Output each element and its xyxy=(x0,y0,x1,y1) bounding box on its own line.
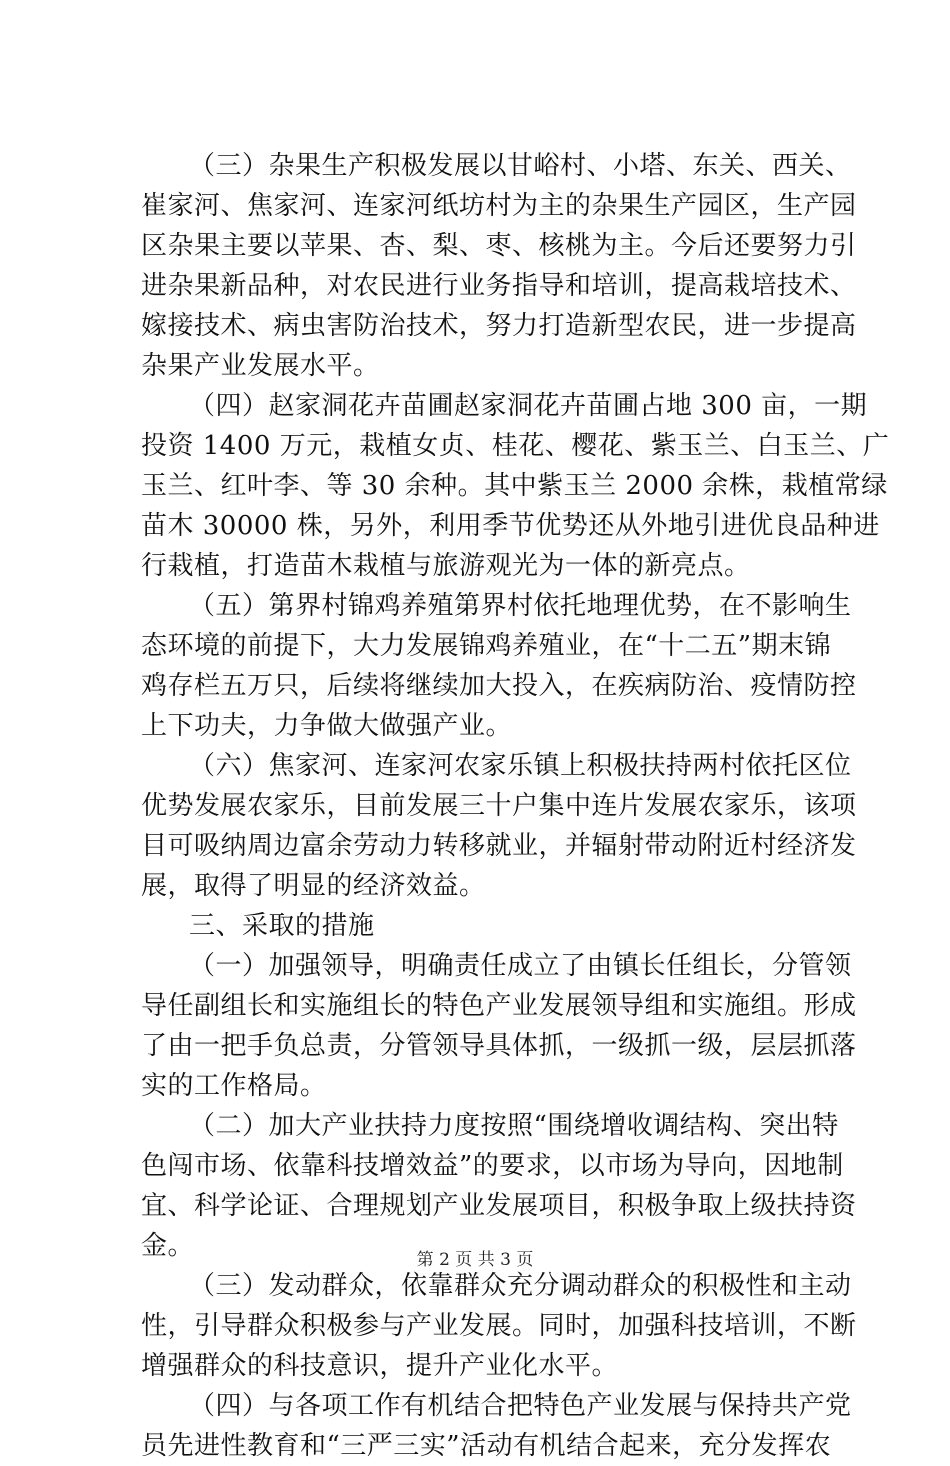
text-line: 玉兰、红叶李、等 30 余种。其中紫玉兰 2000 余株，栽植常绿 xyxy=(141,471,888,501)
text-line: （四）与各项工作有机结合把特色产业发展与保持共产党 xyxy=(189,1391,852,1421)
text-line: 实的工作格局。 xyxy=(141,1071,327,1101)
section-heading: 三、采取的措施 xyxy=(189,911,375,941)
text-line: 态环境的前提下，大力发展锦鸡养殖业，在“十二五”期末锦 xyxy=(141,631,832,661)
text-line: 色闯市场、依靠科技增效益”的要求，以市场为导向，因地制 xyxy=(141,1151,844,1181)
text-line: 了由一把手负总责，分管领导具体抓，一级抓一级，层层抓落 xyxy=(141,1031,857,1061)
text-line: 宜、科学论证、合理规划产业发展项目，积极争取上级扶持资 xyxy=(141,1191,857,1221)
text-line: （三）发动群众，依靠群众充分调动群众的积极性和主动 xyxy=(189,1271,852,1301)
text-line: （二）加大产业扶持力度按照“围绕增收调结构、突出特 xyxy=(189,1111,839,1141)
text-line: （五）第界村锦鸡养殖第界村依托地理优势，在不影响生 xyxy=(189,591,852,621)
text-line: 苗木 30000 株，另外，利用季节优势还从外地引进优良品种进 xyxy=(141,511,880,541)
text-line: 导任副组长和实施组长的特色产业发展领导组和实施组。形成 xyxy=(141,991,857,1021)
text-line: （四）赵家洞花卉苗圃赵家洞花卉苗圃占地 300 亩，一期 xyxy=(189,391,868,421)
text-line: 增强群众的科技意识，提升产业化水平。 xyxy=(141,1351,619,1381)
text-line: 进杂果新品种，对农民进行业务指导和培训，提高栽培技术、 xyxy=(141,271,857,301)
text-line: 区杂果主要以苹果、杏、梨、枣、核桃为主。今后还要努力引 xyxy=(141,231,857,261)
text-line: 杂果产业发展水平。 xyxy=(141,351,380,381)
text-line: 目可吸纳周边富余劳动力转移就业，并辐射带动附近村经济发 xyxy=(141,831,857,861)
text-line: 嫁接技术、病虫害防治技术，努力打造新型农民，进一步提高 xyxy=(141,311,857,341)
text-line: （一）加强领导，明确责任成立了由镇长任组长，分管领 xyxy=(189,951,852,981)
text-line: 金。 xyxy=(141,1231,195,1261)
text-line: 投资 1400 万元，栽植女贞、桂花、樱花、紫玉兰、白玉兰、广 xyxy=(141,431,890,461)
text-line: 崔家河、焦家河、连家河纸坊村为主的杂果生产园区，生产园 xyxy=(141,191,857,221)
text-line: 展，取得了明显的经济效益。 xyxy=(141,871,486,901)
text-line: （六）焦家河、连家河农家乐镇上积极扶持两村依托区位 xyxy=(189,751,852,781)
text-line: 员先进性教育和“三严三实”活动有机结合起来，充分发挥农 xyxy=(141,1431,832,1461)
text-line: 行栽植，打造苗木栽植与旅游观光为一体的新亮点。 xyxy=(141,551,751,581)
page-number: 第 2 页 共 3 页 xyxy=(416,1250,534,1270)
page-footer xyxy=(0,1248,950,1272)
text-line: （三）杂果生产积极发展以甘峪村、小塔、东关、西关、 xyxy=(189,151,852,181)
text-line: 鸡存栏五万只，后续将继续加大投入，在疾病防治、疫情防控 xyxy=(141,671,857,701)
text-line: 性，引导群众积极参与产业发展。同时，加强科技培训，不断 xyxy=(141,1311,857,1341)
text-line: 优势发展农家乐，目前发展三十户集中连片发展农家乐，该项 xyxy=(141,791,857,821)
text-line: 上下功夫，力争做大做强产业。 xyxy=(141,711,513,741)
